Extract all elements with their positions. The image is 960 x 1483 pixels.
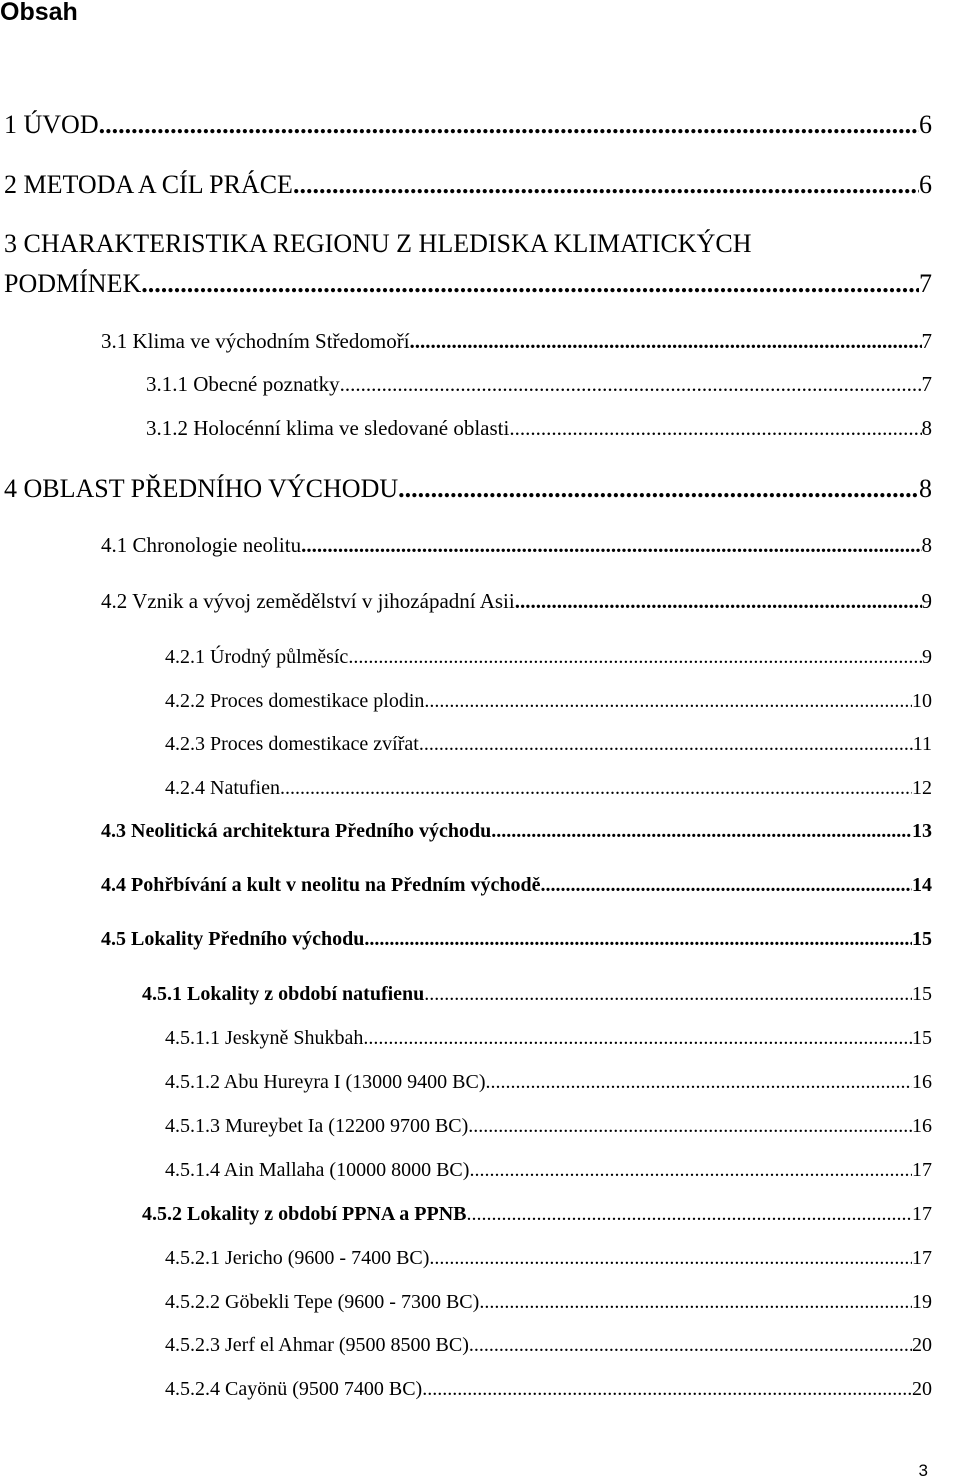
toc-entry-label: 3.1.2 Holocénní klima ve sledované oblasti (146, 416, 510, 440)
toc-entry-label: 4.3 Neolitická architektura Předního východu (101, 820, 492, 842)
toc-entry-page: 17 (912, 1247, 932, 1269)
toc-leader-dots (348, 643, 922, 671)
toc-entry-page: 10 (912, 690, 932, 712)
toc-entry-4-3[interactable] (101, 817, 932, 845)
toc-entry-4-2-1[interactable] (165, 643, 932, 671)
toc-entry-4-5-1-3[interactable] (165, 1112, 932, 1140)
toc-leader-dots (486, 1068, 912, 1096)
toc-entry-label: 4.5.2.1 Jericho (9600 - 7400 BC) (165, 1247, 430, 1269)
toc-leader-dots (398, 471, 919, 507)
toc-leader-dots (479, 1288, 912, 1316)
toc-entry-page: 8 (919, 474, 932, 503)
toc-entry-charakteristika-line1[interactable] (4, 226, 932, 262)
toc-entry-label: 4.5.2 Lokality z období PPNA a PPNB (142, 1203, 467, 1225)
toc-entry-label: 4.2.4 Natufien (165, 777, 280, 799)
toc-entry-4-2[interactable] (101, 586, 932, 616)
toc-entry-3-1[interactable] (101, 326, 932, 356)
toc-entry-4-5-2[interactable] (142, 1200, 932, 1228)
toc-entry-page: 19 (912, 1291, 932, 1313)
toc-entry-label: 2 METODA A CÍL PRÁCE (4, 170, 293, 199)
toc-leader-dots (469, 1331, 912, 1359)
toc-leader-dots (99, 107, 919, 143)
toc-leader-dots (422, 1375, 912, 1403)
toc-entry-4-5[interactable] (101, 925, 932, 953)
toc-leader-dots (340, 369, 922, 399)
toc-entry-page: 15 (912, 983, 932, 1005)
toc-entry-page: 16 (912, 1115, 932, 1137)
toc-entry-4-2-2[interactable] (165, 687, 932, 715)
toc-entry-page: 20 (912, 1378, 932, 1400)
toc-entry-3-1-1[interactable] (146, 369, 932, 399)
toc-entry-label: 4.4 Pohřbívání a kult v neolitu na Předním východě (101, 874, 541, 896)
page-number: 3 (918, 1461, 928, 1480)
toc-leader-dots (515, 586, 922, 616)
toc-entry-4-5-1-1[interactable] (165, 1024, 932, 1052)
toc-entry-4-4[interactable] (101, 871, 932, 899)
toc-entry-4-5-2-1[interactable] (165, 1244, 932, 1272)
toc-entry-4-1[interactable] (101, 530, 932, 560)
toc-entry-label: 4.5.2.2 Göbekli Tepe (9600 - 7300 BC) (165, 1291, 480, 1313)
toc-entry-page: 13 (912, 820, 932, 842)
toc-entry-page: 15 (912, 1027, 932, 1049)
toc-leader-dots (468, 1112, 912, 1140)
toc-entry-page: 6 (919, 110, 932, 139)
toc-leader-dots (293, 167, 919, 203)
toc-entry-label: 1 ÚVOD (4, 110, 99, 139)
toc-entry-metoda[interactable] (4, 167, 932, 203)
toc-entry-4-2-4[interactable] (165, 774, 932, 802)
toc-leader-dots (491, 817, 912, 845)
toc-leader-dots (301, 530, 921, 560)
toc-entry-label: 4.5.1.4 Ain Mallaha (10000 8000 BC) (165, 1159, 470, 1181)
toc-entry-uvod[interactable] (4, 107, 932, 143)
toc-entry-label: 4.2.3 Proces domestikace zvířat (165, 733, 419, 755)
toc-entry-label: 4.1 Chronologie neolitu (101, 533, 302, 557)
toc-entry-label: 4.5.2.3 Jerf el Ahmar (9500 8500 BC) (165, 1334, 469, 1356)
toc-heading: Obsah (0, 0, 78, 26)
toc-entry-3-1-2[interactable] (146, 413, 932, 443)
toc-leader-dots (429, 1244, 912, 1272)
toc-entry-label: 4.5 Lokality Předního východu (101, 928, 365, 950)
toc-entry-label: 4 OBLAST PŘEDNÍHO VÝCHODU (4, 474, 399, 503)
toc-leader-dots (141, 266, 919, 302)
toc-entry-4-5-2-2[interactable] (165, 1288, 932, 1316)
toc-leader-dots (419, 730, 913, 758)
toc-leader-dots (424, 687, 912, 715)
toc-entry-label: 4.2.2 Proces domestikace plodin (165, 690, 425, 712)
toc-leader-dots (469, 1156, 912, 1184)
toc-entry-page: 7 (921, 372, 932, 396)
toc-entry-4-5-1[interactable] (142, 980, 932, 1008)
toc-entry-label: 4.2 Vznik a vývoj zemědělství v jihozápadní Asii (101, 589, 515, 613)
toc-entry-label: 4.5.1.2 Abu Hureyra I (13000 9400 BC) (165, 1071, 486, 1093)
toc-entry-page: 16 (912, 1071, 932, 1093)
toc-entry-label: 3.1.1 Obecné poznatky (146, 372, 340, 396)
toc-entry-page: 9 (922, 646, 932, 668)
toc-entry-4-5-2-4[interactable] (165, 1375, 932, 1403)
toc-entry-oblast[interactable] (4, 471, 932, 507)
toc-entry-4-2-3[interactable] (165, 730, 932, 758)
toc-entry-page: 17 (912, 1203, 932, 1225)
toc-entry-4-5-1-4[interactable] (165, 1156, 932, 1184)
toc-entry-page: 8 (921, 533, 932, 557)
toc-entry-page: 20 (912, 1334, 932, 1356)
toc-entry-page: 14 (912, 874, 932, 896)
toc-entry-page: 8 (921, 416, 932, 440)
toc-entry-4-5-2-3[interactable] (165, 1331, 932, 1359)
toc-entry-label: 4.5.1.3 Mureybet Ia (12200 9700 BC) (165, 1115, 469, 1137)
toc-leader-dots (280, 774, 912, 802)
toc-entry-label: 3 CHARAKTERISTIKA REGIONU Z HLEDISKA KLIMATICKÝCH (4, 229, 752, 258)
toc-leader-dots (410, 326, 922, 356)
toc-leader-dots (363, 1024, 912, 1052)
toc-entry-label: 4.5.1 Lokality z období natufienu (142, 983, 425, 1005)
toc-leader-dots (364, 925, 912, 953)
toc-entry-page: 17 (912, 1159, 932, 1181)
toc-entry-page: 9 (921, 589, 932, 613)
toc-entry-page: 12 (912, 777, 932, 799)
toc-entry-label: 3.1 Klima ve východním Středomoří (101, 329, 410, 353)
toc-leader-dots (466, 1200, 912, 1228)
toc-entry-label: 4.2.1 Úrodný půlměsíc (165, 646, 349, 668)
toc-leader-dots (541, 871, 913, 899)
toc-leader-dots (509, 413, 921, 443)
toc-entry-label: 4.5.2.4 Cayönü (9500 7400 BC) (165, 1378, 423, 1400)
toc-entry-page: 7 (921, 329, 932, 353)
toc-entry-4-5-1-2[interactable] (165, 1068, 932, 1096)
toc-leader-dots (424, 980, 912, 1008)
toc-entry-page: 6 (919, 170, 932, 199)
toc-entry-page: 7 (919, 269, 932, 298)
toc-entry-label: 4.5.1.1 Jeskyně Shukbah (165, 1027, 364, 1049)
toc-entry-charakteristika-line2[interactable] (4, 266, 932, 302)
toc-entry-page: 15 (912, 928, 932, 950)
toc-entry-page: 11 (912, 733, 932, 755)
toc-entry-label: PODMÍNEK (4, 269, 142, 298)
